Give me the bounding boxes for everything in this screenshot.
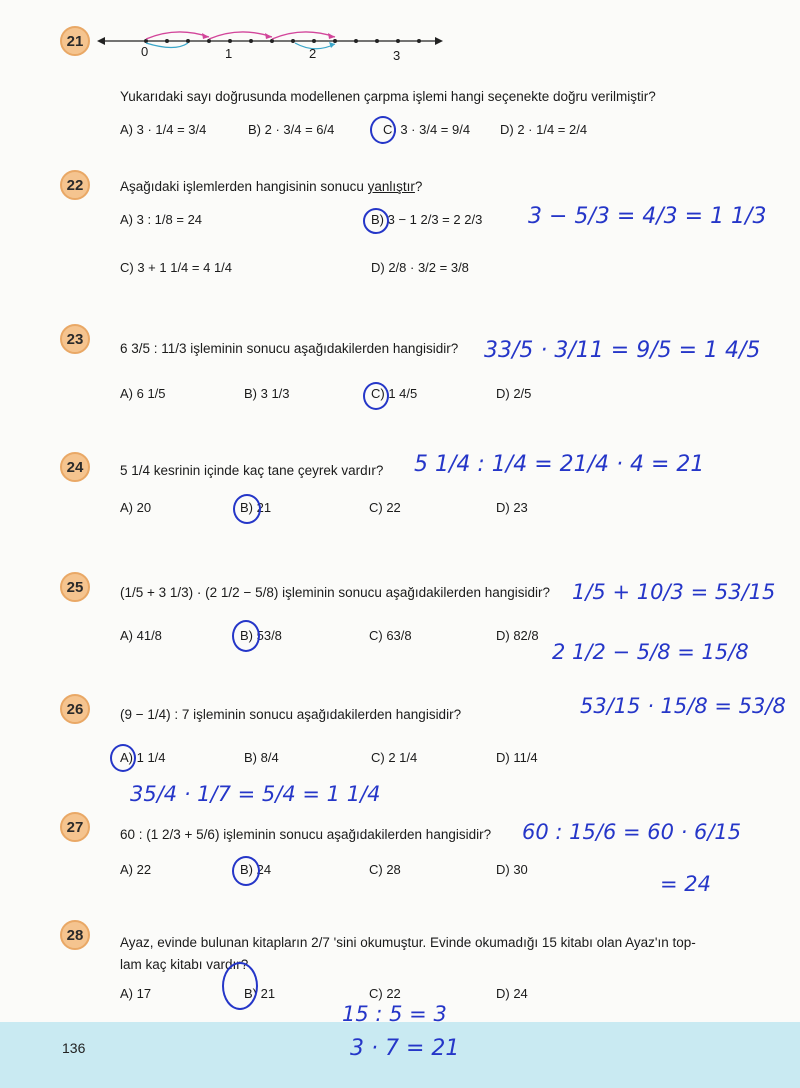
q25-option-b[interactable]: B) 53/8 [240,628,282,643]
question-number-26 [60,694,90,724]
qnum-text: 26 [66,700,84,718]
q26-answer-circle [110,744,136,772]
q24-answer-circle [233,494,261,524]
q28-option-b[interactable]: B) 21 [244,986,276,1001]
question-26-stem: (9 − 1/4) : 7 işleminin sonucu aşağıdakilerden hangisidir? [120,707,462,722]
numberline-label-2: 2 [309,46,317,61]
q23-answer-circle [363,382,389,410]
numberline-label-1: 1 [225,46,233,61]
question-28-stem-line-2: lam kaç kitabı vardır? [120,957,249,972]
question-23-stem: 6 3/5 : 11/3 işleminin sonucu aşağıdakilerden hangisidir? [120,341,459,356]
q23-option-a[interactable]: A) 6 1/5 [120,386,166,401]
q25-handwriting-2: 2 1/2 − 5/8 = 15/8 [552,640,749,664]
q27-handwriting-2: = 24 [660,872,711,896]
q28-option-d[interactable]: D) 24 [496,986,528,1001]
q26-option-b[interactable]: B) 8/4 [244,750,279,765]
q24-handwriting: 5 1/4 : 1/4 = 21/4 · 4 = 21 [414,452,705,477]
stem-part: ? [414,179,423,194]
q23-option-d[interactable]: D) 2/5 [496,386,532,401]
question-number-27 [60,812,90,842]
question-number-24 [60,452,90,482]
q27-option-d[interactable]: D) 30 [496,862,528,877]
question-24-stem: 5 1/4 kesrinin içinde kaç tane çeyrek vardır? [120,463,384,478]
q28-handwriting-1: 15 : 5 = 3 [342,1002,447,1026]
q22-option-a[interactable]: A) 3 : 1/8 = 24 [120,212,203,227]
q26-handwriting: 35/4 · 1/7 = 5/4 = 1 1/4 [130,782,381,806]
q22-option-c[interactable]: C) 3 + 1 1/4 = 4 1/4 [120,260,233,275]
q28-option-a[interactable]: A) 17 [120,986,152,1001]
question-21-stem: Yukarıdaki sayı doğrusunda modellenen çarpma işlemi hangi seçenekte doğru verilmiştir? [120,89,656,104]
q28-option-c[interactable]: C) 22 [369,986,401,1001]
numberline-label-3: 3 [393,48,401,63]
q25-handwriting-1: 1/5 + 10/3 = 53/15 [572,580,776,604]
q27-option-c[interactable]: C) 28 [369,862,401,877]
q28-answer-circle [222,962,258,1010]
q21-answer-circle [370,116,396,144]
q22-option-d[interactable]: D) 2/8 · 3/2 = 3/8 [371,260,469,275]
q27-handwriting-1: 60 : 15/6 = 60 · 6/15 [522,820,742,844]
page-number: 136 [62,1040,86,1056]
question-number-23 [60,324,90,354]
q27-answer-circle [232,856,260,886]
q25-option-d[interactable]: D) 82/8 [496,628,539,643]
question-28-stem-line-1: Ayaz, evinde bulunan kitapların 2/7 'sini okumuştur. Evinde okumadığı 15 kitabı olan Ayaz'ın top- [120,935,696,950]
q24-option-b[interactable]: B) 21 [240,500,272,515]
q21-option-c[interactable]: C) 3 · 3/4 = 9/4 [383,122,471,137]
q24-option-a[interactable]: A) 20 [120,500,152,515]
q27-option-a[interactable]: A) 22 [120,862,152,877]
question-number-22 [60,170,90,200]
q22-handwriting: 3 − 5/3 = 4/3 = 1 1/3 [528,204,767,229]
q23-option-c[interactable]: C) 1 4/5 [371,386,418,401]
qnum-text: 21 [66,32,84,50]
q21-option-d[interactable]: D) 2 · 1/4 = 2/4 [500,122,588,137]
q23-handwriting: 33/5 · 3/11 = 9/5 = 1 4/5 [484,338,761,363]
numberline-label-0: 0 [141,44,149,59]
q24-option-c[interactable]: C) 22 [369,500,401,515]
stem-part: Aşağıdaki işlemlerden hangisinin sonucu [120,179,368,194]
q25-answer-circle [232,620,260,652]
q22-option-b[interactable]: B) 3 − 1 2/3 = 2 2/3 [371,212,483,227]
q24-option-d[interactable]: D) 23 [496,500,528,515]
q21-option-a[interactable]: A) 3 · 1/4 = 3/4 [120,122,207,137]
question-27-stem: 60 : (1 2/3 + 5/6) işleminin sonucu aşağıdakilerden hangisidir? [120,827,492,842]
question-25-stem: (1/5 + 3 1/3) · (2 1/2 − 5/8) işleminin sonucu aşağıdakilerden hangisidir? [120,585,550,600]
question-number-25 [60,572,90,602]
q21-option-b[interactable]: B) 2 · 3/4 = 6/4 [248,122,335,137]
stem-underlined: yanlıştır [367,179,415,194]
question-number-21 [60,26,90,56]
q25-option-a[interactable]: A) 41/8 [120,628,162,643]
question-22-stem [120,178,422,196]
qnum-text: 28 [66,926,84,944]
q25-option-c[interactable]: C) 63/8 [369,628,412,643]
q27-option-b[interactable]: B) 24 [240,862,272,877]
qnum-text: 22 [66,176,84,194]
q26-option-c[interactable]: C) 2 1/4 [371,750,418,765]
q25-handwriting-3: 53/15 · 15/8 = 53/8 [580,694,786,718]
q22-answer-circle [363,208,389,234]
q28-handwriting-2: 3 · 7 = 21 [350,1036,460,1061]
question-number-28 [60,920,90,950]
qnum-text: 27 [66,818,84,836]
qnum-text: 23 [66,330,84,348]
qnum-text: 24 [66,458,84,476]
qnum-text: 25 [66,578,84,596]
q26-option-d[interactable]: D) 11/4 [496,750,538,765]
q26-option-a[interactable]: A) 1 1/4 [120,750,166,765]
q23-option-b[interactable]: B) 3 1/3 [244,386,290,401]
